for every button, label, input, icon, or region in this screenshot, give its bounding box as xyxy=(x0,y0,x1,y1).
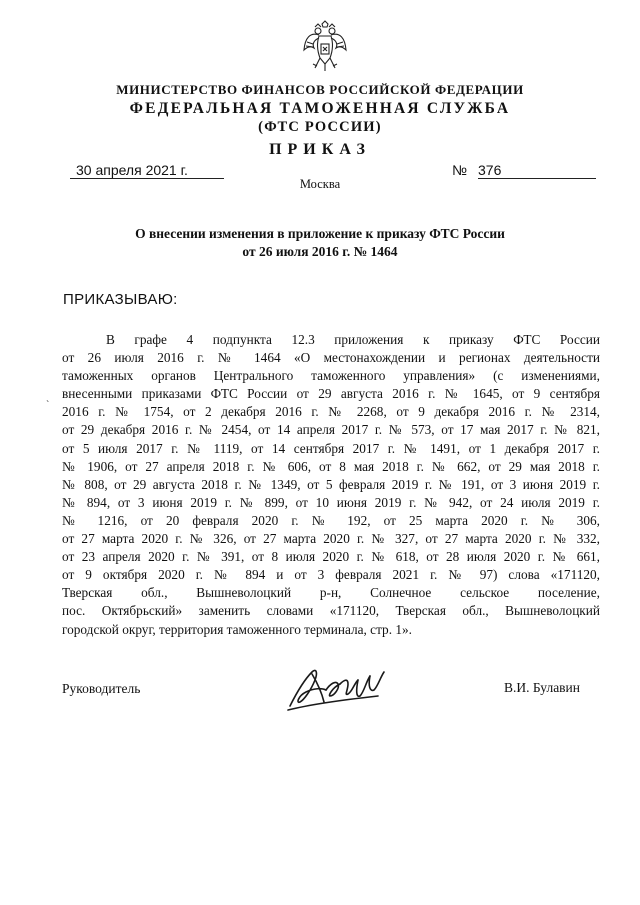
body-line: от 27 марта 2020 г. № 326, от 27 марта 2020 г. № 327, от 27 марта 2020 г. № 332, xyxy=(62,531,600,547)
signer-role: Руководитель xyxy=(62,681,141,696)
ministry-name: МИНИСТЕРСТВО ФИНАНСОВ РОССИЙСКОЙ ФЕДЕРАЦИИ xyxy=(116,82,524,97)
command-word: ПРИКАЗЫВАЮ: xyxy=(63,291,178,308)
body-line: Тверская обл., Вышневолоцкий р-н, Солнечное сельское поселение, xyxy=(62,585,600,601)
service-short-name: (ФТС РОССИИ) xyxy=(258,119,382,135)
body-line: № 894, от 3 июня 2019 г. № 899, от 10 июня 2019 г. № 942, от 24 июля 2019 г. xyxy=(62,494,600,510)
body-paragraph xyxy=(62,331,600,639)
body-line: № 1216, от 20 февраля 2020 г. № 192, от 25 марта 2020 г. № 306, xyxy=(62,512,600,528)
city: Москва xyxy=(299,177,341,191)
body-line: № 1906, от 27 апреля 2018 г. № 606, от 8 мая 2018 г. № 662, от 29 мая 2018 г. xyxy=(62,458,600,474)
body-line: внесенными приказами ФТС России от 29 августа 2016 г. № 1645, от 9 сентября xyxy=(62,386,600,402)
body-line: от 9 октября 2020 г. № 894 и от 3 февраля 2021 г. № 97) слова «171120, xyxy=(62,567,600,583)
body-line: от 23 апреля 2020 г. № 391, от 8 июля 2020 г. № 618, от 28 июля 2020 г. № 661, xyxy=(62,549,600,565)
russian-coat-of-arms-icon xyxy=(302,20,348,72)
body-line: от 5 июля 2017 г. № 1119, от 14 сентября 2017 г. № 1491, от 1 декабря 2017 г. xyxy=(62,440,600,456)
body-line: от 29 декабря 2016 г. № 2454, от 14 апреля 2017 г. № 573, от 17 мая 2017 г. № 821, xyxy=(62,422,600,438)
order-date: 30 апреля 2021 г. xyxy=(70,162,224,179)
margin-mark: ` xyxy=(46,400,50,411)
body-line: В графе 4 подпункта 12.3 приложения к приказу ФТС России xyxy=(106,332,600,347)
document-title-line-1: О внесении изменения в приложение к приказу ФТС России xyxy=(135,226,505,241)
signer-name: В.И. Булавин xyxy=(504,680,581,695)
body-line: городской округ, территория таможенного терминала, стр. 1». xyxy=(62,621,412,637)
handwritten-signature-icon xyxy=(282,650,392,720)
number-sign: № xyxy=(452,162,468,178)
body-line: таможенных органов Центрального таможенного управления» (с изменениями, xyxy=(62,368,600,384)
document-title-line-2: от 26 июля 2016 г. № 1464 xyxy=(242,244,398,259)
document-type: ПРИКАЗ xyxy=(269,141,371,158)
body-line: № 808, от 29 августа 2018 г. № 1349, от 5 февраля 2019 г. № 191, от 3 июня 2019 г. xyxy=(62,476,600,492)
order-number-value: 376 xyxy=(478,162,596,179)
body-line: от 26 июля 2016 г. № 1464 «О местонахождении и регионах деятельности xyxy=(62,350,600,366)
body-line: пос. Октябрьский» заменить словами «171120, Тверская обл., Вышневолоцкий xyxy=(62,603,600,619)
body-line: 2016 г. № 1754, от 2 декабря 2016 г. № 2268, от 9 декабря 2016 г. № 2314, xyxy=(62,404,600,420)
service-name: ФЕДЕРАЛЬНАЯ ТАМОЖЕННАЯ СЛУЖБА xyxy=(129,100,511,117)
